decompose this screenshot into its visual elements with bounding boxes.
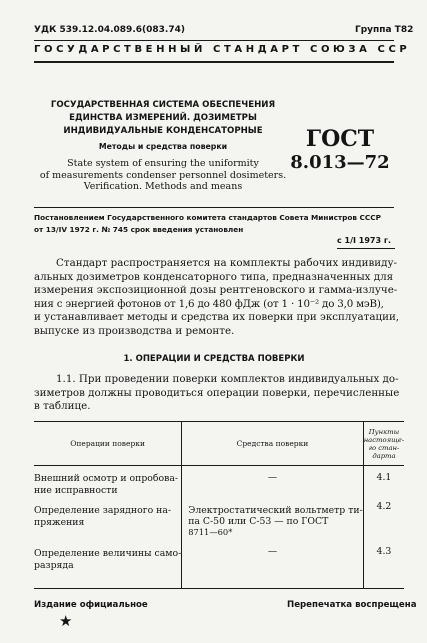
header-rule-bottom <box>34 61 394 63</box>
official-edition: Издание официальное <box>34 600 148 610</box>
row-means-line: Электростатический вольтметр ти- <box>188 505 363 516</box>
title-line: ГОСУДАРСТВЕННАЯ СИСТЕМА ОБЕСПЕЧЕНИЯ <box>50 100 276 110</box>
row-operation-line: Определение зарядного на- <box>34 505 172 516</box>
header-points-line: го стан- <box>368 443 400 452</box>
header-means: Средства поверки <box>182 422 363 466</box>
row-operation-line: Определение величины само- <box>34 548 182 559</box>
row-means: — <box>267 546 278 557</box>
title-line: ЕДИНСТВА ИЗМЕРЕНИЙ. ДОЗИМЕТРЫ <box>69 113 257 123</box>
section-paragraph <box>34 373 400 414</box>
row-means-line: па С-50 или С-53 — по ГОСТ <box>188 516 329 527</box>
header-operations: Операции поверки <box>34 422 182 466</box>
row-means-line: 8711—60* <box>188 527 233 537</box>
decree-rule <box>34 207 394 208</box>
section-heading: 1. ОПЕРАЦИИ И СРЕДСТВА ПОВЕРКИ <box>123 354 305 364</box>
state-standard-banner: ГОСУДАРСТВЕННЫЙ СТАНДАРТ СОЮЗА ССР <box>34 44 411 55</box>
decree-line: Постановлением Государственного комитета стандартов Совета Министров СССР <box>34 213 381 222</box>
table-row <box>34 466 404 497</box>
group-code: Группа Т82 <box>355 25 414 35</box>
row-operation-line: Внешний осмотр и опробова- <box>34 473 179 484</box>
header-points-line: Пункты <box>368 427 400 436</box>
row-point: 4.3 <box>376 546 392 557</box>
english-title-line: of measurements condenser personnel dosimeters. <box>39 169 287 181</box>
table-header-row <box>34 422 404 466</box>
intro-line: альных дозиметров конденсаторного типа, предназначенных для <box>34 270 394 283</box>
row-operation-line: разряда <box>34 559 74 571</box>
table-row <box>34 538 404 588</box>
row-operation-line: ние исправности <box>34 484 118 496</box>
title-line: ИНДИВИДУАЛЬНЫЕ КОНДЕНСАТОРНЫЕ <box>63 126 263 136</box>
header-points <box>363 422 404 466</box>
section-line: в таблице. <box>34 400 91 413</box>
operations-table <box>34 421 404 589</box>
section-line: 1.1. При проведении поверки комплектов индивидуальных до- <box>56 373 399 385</box>
gost-label: ГОСТ <box>305 126 375 152</box>
row-means: — <box>267 472 278 483</box>
english-title-line: State system of ensuring the uniformity <box>67 158 259 169</box>
intro-paragraph <box>34 257 400 339</box>
header-points-line: дарта <box>372 451 396 460</box>
english-title-line: Verification. Methods and means <box>83 181 243 192</box>
udk-code: УДК 539.12.04.089.6(083.74) <box>34 25 185 35</box>
row-point: 4.2 <box>376 501 392 512</box>
table-row <box>34 496 404 538</box>
english-title <box>38 158 288 193</box>
intro-line: измерения экспозиционной дозы рентгеновского и гамма-излуче- <box>34 284 398 297</box>
decree-line: от 13/IV 1972 г. № 745 срок введения установлен <box>34 225 244 234</box>
gost-number: 8.013—72 <box>290 152 390 173</box>
row-point: 4.1 <box>376 472 392 483</box>
effective-date-underline <box>337 248 395 249</box>
intro-line: Стандарт распространяется на комплекты рабочих индивиду- <box>56 257 398 269</box>
header-rule-top <box>34 40 394 41</box>
reprint-notice: Перепечатка воспрещена <box>287 600 417 610</box>
row-operation-line: пряжения <box>34 516 85 528</box>
header-points-line: настояще- <box>363 435 405 444</box>
standard-subtitle: Методы и средства поверки <box>98 142 228 151</box>
intro-line: и устанавливает методы и средства их поверки при эксплуатации, <box>34 311 400 324</box>
intro-line: ния с энергией фотонов от 1,6 до 480 фДж (от 1 · 10⁻² до 3,0 мэВ), <box>34 297 384 310</box>
intro-line: выпуске из производства и ремонте. <box>34 324 235 337</box>
standard-title <box>38 99 288 138</box>
star-mark: ★ <box>59 612 73 630</box>
effective-date: с 1/I 1973 г. <box>337 236 392 245</box>
section-line: зиметров должны проводиться операции поверки, перечисленные <box>34 386 400 399</box>
